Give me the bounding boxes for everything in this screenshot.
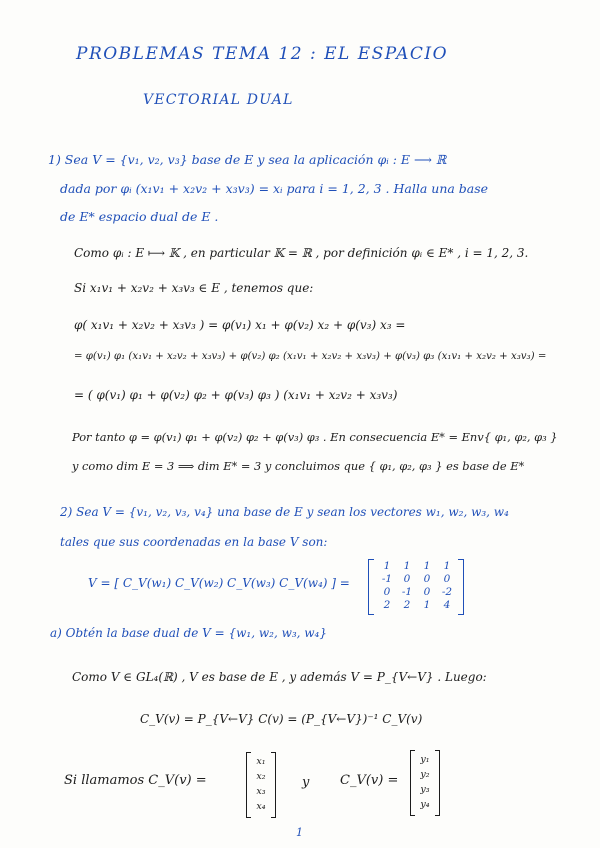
matrix-cell: -1 [381, 573, 393, 585]
vector-y-entry: y₄ [420, 799, 430, 810]
vector-y-left-bracket [410, 750, 415, 816]
page-number: 1 [296, 826, 303, 839]
solution-2-line-3-mid: y [302, 775, 310, 790]
matrix-entries [377, 560, 457, 612]
vector-x-entry: x₄ [256, 801, 266, 812]
matrix-cell: 4 [443, 599, 451, 611]
matrix-cell: 0 [443, 573, 451, 585]
solution-1-line-6: Por tanto φ = φ(v₁) φ₁ + φ(v₂) φ₂ + φ(v₃) φ₃ . En consecuencia E* = Env{ φ₁, φ₂, φ₃ } [72, 430, 558, 444]
matrix-cell: -1 [401, 586, 413, 598]
solution-1-line-4: = φ(v₁) φ₁ (x₁v₁ + x₂v₂ + x₃v₃) + φ(v₂) φ₂ (x₁v₁ + x₂v₂ + x₃v₃) + φ(v₃) φ₃ (x₁v₁ + x₂v₂ + x₃v₃) = [74, 351, 547, 362]
vector-x [246, 752, 276, 818]
matrix-left-bracket [368, 559, 374, 615]
matrix-right-bracket [458, 559, 464, 615]
solution-1-line-7: y como dim E = 3 ⟹ dim E* = 3 y concluimos que { φ₁, φ₂, φ₃ } es base de E* [72, 459, 525, 473]
problem-1-statement-line-2: dada por φᵢ (x₁v₁ + x₂v₂ + x₃v₃) = xᵢ para i = 1, 2, 3 . Halla una base [60, 181, 489, 196]
vector-y-entry: y₂ [420, 769, 430, 780]
page-title: PROBLEMAS TEMA 12 : EL ESPACIO [76, 44, 449, 64]
solution-2-line-3-right: C_V(v) = [340, 773, 399, 788]
solution-1-line-1: Como φᵢ : E ⟼ 𝕂 , en particular 𝕂 = ℝ , por definición φᵢ ∈ E* , i = 1, 2, 3. [74, 246, 529, 260]
matrix-cell: -2 [441, 586, 453, 598]
vector-y-entries [417, 752, 433, 812]
coordinate-matrix [368, 559, 464, 615]
solution-2-line-1: Como V ∈ GL₄(ℝ) , V es base de E , y además V = P_{V←V} . Luego: [72, 670, 487, 684]
vector-x-entry: x₃ [256, 786, 266, 797]
problem-2-statement-line-1: 2) Sea V = {v₁, v₂, v₃, v₄} una base de E y sean los vectores w₁, w₂, w₃, w₄ [60, 505, 509, 519]
solution-2-line-3-left: Si llamamos C_V(v) = [64, 773, 207, 788]
matrix-cell: 1 [423, 560, 431, 572]
vector-y [410, 750, 440, 816]
problem-1-statement-line-1: 1) Sea V = {v₁, v₂, v₃} base de E y sea la aplicación φᵢ : E ⟶ ℝ [48, 152, 447, 167]
matrix-cell: 1 [383, 560, 391, 572]
vector-x-left-bracket [246, 752, 251, 818]
solution-1-line-2: Si x₁v₁ + x₂v₂ + x₃v₃ ∈ E , tenemos que: [74, 281, 314, 295]
vector-y-right-bracket [435, 750, 440, 816]
vector-x-right-bracket [271, 752, 276, 818]
matrix-cell: 2 [383, 599, 391, 611]
problem-1-statement-line-3: de E* espacio dual de E . [60, 209, 219, 224]
matrix-label: V = [ C_V(w₁) C_V(w₂) C_V(w₃) C_V(w₄) ] = [88, 576, 350, 590]
vector-x-entries [253, 754, 269, 814]
problem-2-statement-line-2: tales que sus coordenadas en la base V son: [60, 535, 328, 549]
matrix-cell: 0 [423, 573, 431, 585]
matrix-cell: 0 [383, 586, 391, 598]
matrix-cell: 1 [403, 560, 411, 572]
matrix-cell: 0 [423, 586, 431, 598]
solution-1-line-5: = ( φ(v₁) φ₁ + φ(v₂) φ₂ + φ(v₃) φ₃ ) (x₁v₁ + x₂v₂ + x₃v₃) [74, 388, 398, 402]
vector-x-entry: x₁ [256, 756, 266, 767]
problem-2-part-a: a) Obtén la base dual de V = {w₁, w₂, w₃, w₄} [50, 626, 328, 640]
vector-x-entry: x₂ [256, 771, 266, 782]
matrix-cell: 1 [423, 599, 431, 611]
solution-2-line-2: C_V(v) = P_{V←V} C(v) = (P_{V←V})⁻¹ C_V(v) [140, 712, 423, 726]
page-subtitle: VECTORIAL DUAL [143, 92, 294, 108]
matrix-cell: 0 [403, 573, 411, 585]
solution-1-line-3: φ( x₁v₁ + x₂v₂ + x₃v₃ ) = φ(v₁) x₁ + φ(v₂) x₂ + φ(v₃) x₃ = [74, 318, 406, 332]
vector-y-entry: y₃ [420, 784, 430, 795]
matrix-cell: 2 [403, 599, 411, 611]
matrix-cell: 1 [443, 560, 451, 572]
vector-y-entry: y₁ [420, 754, 430, 765]
